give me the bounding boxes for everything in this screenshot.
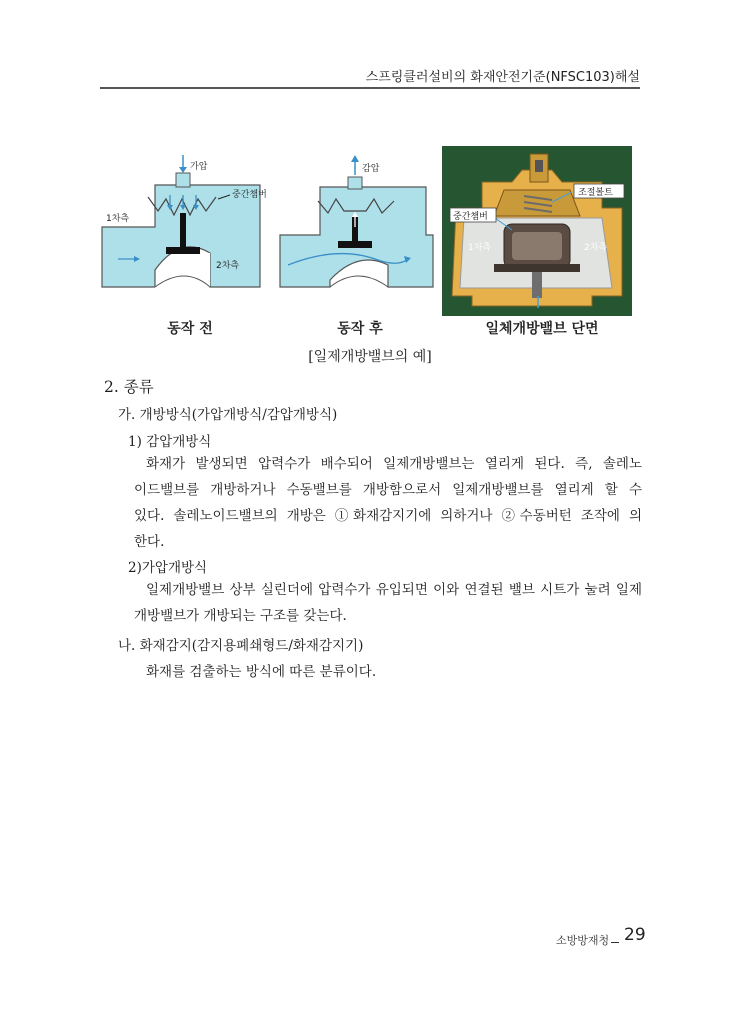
sub1-paragraph xyxy=(134,451,642,555)
secondary-side-label: 2차측 xyxy=(216,261,240,271)
item-na: 나. 화재감지(감지용폐쇄형드/화재감지기) xyxy=(118,638,364,654)
footer-separator xyxy=(611,942,619,943)
figure-caption: [일제개방밸브의 예] xyxy=(308,349,432,365)
primary-side-label: 1차측 xyxy=(106,214,130,224)
sub2-title: 2)가압개방식 xyxy=(128,560,208,576)
sub1-line-3: 있다. 솔레노이드밸브의 개방은 ①화재감지기에 의하거나 ②수동버턴 조작에 의 xyxy=(134,508,642,524)
valve-photo xyxy=(442,146,632,316)
sub2-line-1: 일제개방밸브 상부 실린더에 압력수가 유입되면 이와 연결된 밸브 시트가 눌려 일제 xyxy=(146,582,642,598)
item-ga: 가. 개방방식(가압개방식/감압개방식) xyxy=(118,407,338,423)
sub1-title: 1) 감압개방식 xyxy=(128,434,212,450)
pressurize-label: 가압 xyxy=(190,162,208,172)
label-photo: 일체개방밸브 단면 xyxy=(485,321,599,337)
photo-secondary-side-label: 2차측 xyxy=(584,243,608,253)
sub1-line-1: 화재가 발생되면 압력수가 배수되어 일제개방밸브는 열리게 된다. 즉, 솔레노 xyxy=(146,456,642,472)
page-number: 29 xyxy=(624,925,646,945)
diagram-after xyxy=(278,155,438,305)
footer-org: 소방방재청 xyxy=(556,934,610,947)
sub1-line-4: 한다. xyxy=(134,534,165,550)
photo-middle-chamber-label: 중간챔버 xyxy=(453,212,488,222)
diagram-before xyxy=(100,155,270,305)
label-before: 동작 전 xyxy=(167,321,213,337)
photo-primary-side-label: 1차측 xyxy=(468,243,492,253)
depressurize-label: 감압 xyxy=(362,164,380,174)
label-after: 동작 후 xyxy=(337,321,383,337)
na-line: 화재를 검출하는 방식에 따른 분류이다. xyxy=(146,664,377,680)
running-header: 스프링클러설비의 화재안전기준(NFSC103)해설 xyxy=(365,70,640,85)
adjust-bolt-label: 조절볼트 xyxy=(578,188,613,198)
header-rule xyxy=(100,87,640,89)
section-title: 2. 종류 xyxy=(104,378,154,396)
middle-chamber-label: 중간챔버 xyxy=(232,190,267,200)
sub2-line-2: 개방밸브가 개방되는 구조를 갖는다. xyxy=(134,608,347,624)
sub2-paragraph xyxy=(134,577,642,629)
sub1-line-2: 이드밸브를 개방하거나 수동밸브를 개방함으로서 일제개방밸브를 열리게 할 수 xyxy=(134,482,642,498)
